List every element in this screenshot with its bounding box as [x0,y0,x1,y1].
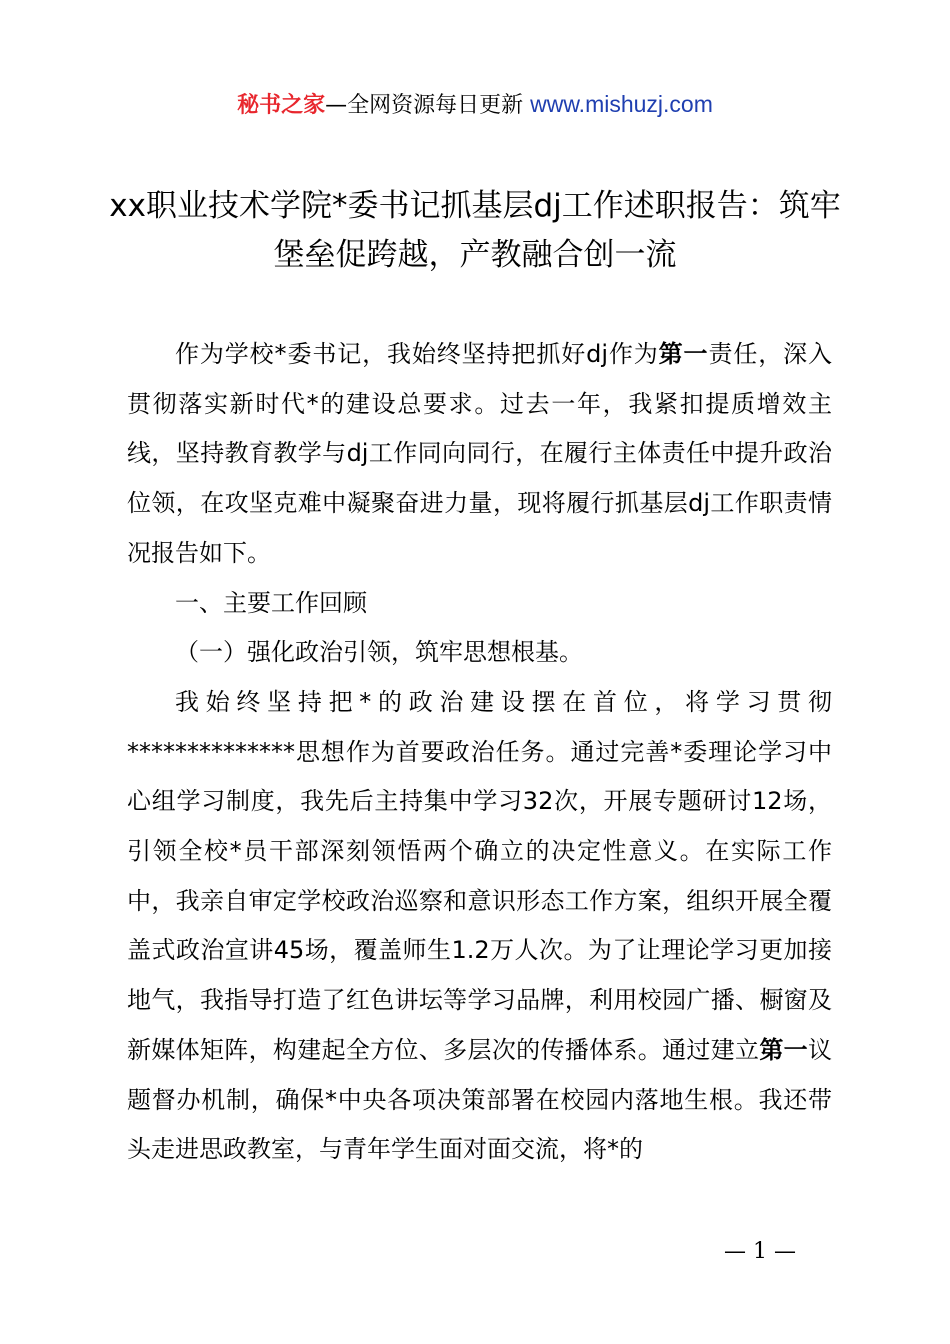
para2-text-end: 议题督办机制，确保*中央各项决策部署在校园内落地生根。我还带头走进思政教室，与青年学生面对面交流，将*的 [127,1035,833,1164]
intro-bold-text: 第一 [658,340,709,368]
brand-name: 秘书之家 [237,93,326,118]
document-title: xx职业技术学院*委书记抓基层dj工作述职报告：筑牢堡垒促跨越，产教融合创一流 [109,188,841,273]
site-url-link[interactable]: www.mishuzj.com [530,91,713,117]
body-paragraph [127,678,832,1175]
page-number: — 1 — [724,1239,796,1264]
para2-bold-text: 第一 [759,1035,809,1064]
subsection-heading: （一）强化政治引领，筑牢思想根基。 [175,638,583,667]
document-body [127,330,832,1175]
section-heading: 一、主要工作回顾 [175,588,367,617]
site-banner [0,88,950,122]
intro-paragraph [127,330,832,579]
intro-text-start: 作为学校*委书记，我始终坚持把抓好dj作为 [175,340,659,368]
banner-tagline: —全网资源每日更新 [325,93,531,118]
intro-text-end: 责任，深入贯彻落实新时代*的建设总要求。过去一年，我紧扣提质增效主线，坚持教育教学与dj工作同向同行，在履行主体责任中提升政治位领，在攻坚克难中凝聚奋进力量，现将履行抓基层dj工作职责情况报告如下。 [127,340,833,567]
para2-text-start: 我始终坚持把*的政治建设摆在首位，将学习贯彻**************思想作为首要政治任务。通过完善*委理论学习中心组学习制度，我先后主持集中学习32次，开展专题研讨12场，引领全校*员干部深刻领悟两个确立的决定性意义。在实际工作中，我亲自审定学校政治巡察和意识形态工作方案，组织开展全覆盖式政治宣讲45场，覆盖师生1.2万人次。为了让理论学习更加接地气，我指导打造了红色讲坛等学习品牌，利用校园广播、橱窗及新媒体矩阵，构建起全方位、多层次的传播体系。通过建立 [127,687,832,1064]
